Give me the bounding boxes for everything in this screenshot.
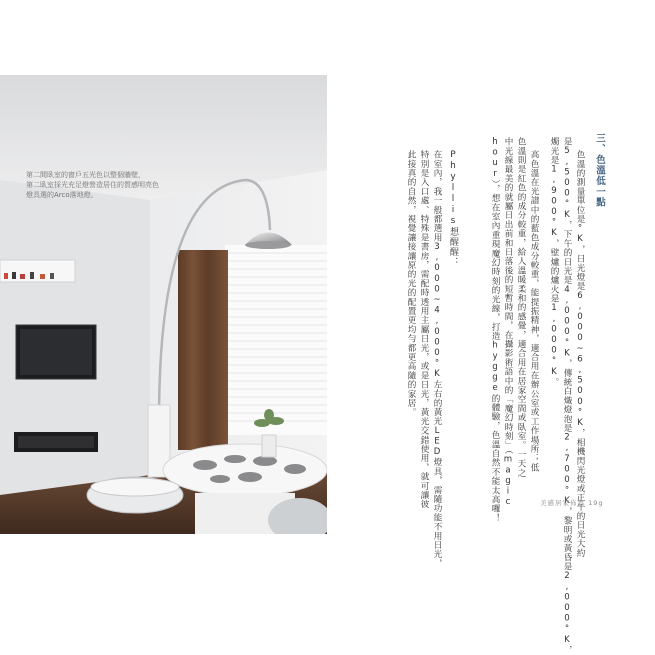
tips-line-1: 在室內，我一般都選用3,000~4,000°K左右的黃光LED燈具，需隨功能不用日光， <box>432 150 442 568</box>
section-heading: 三、色溫低一點 <box>594 133 605 208</box>
tips-line-3: 此接真的自然，視覺讓接讓原的光的配置更均勻都更高隨的家居。 <box>406 150 416 417</box>
tv-screen <box>20 329 92 375</box>
living-room-illustration <box>0 75 327 534</box>
body-line-2: 色溫則是紅色的成分較重，給人溫暖柔和的感覺，適合用在居家空間或臥室。一天之 <box>516 137 526 478</box>
intro-line-2: 是5,500°K，下午的日光是4,000°K，傳統白熾燈泡是2,700°K，黎明或黃昏是2,000°K， <box>562 137 572 655</box>
crystal-bowl-rim <box>91 478 179 496</box>
lamp-shade-rim <box>245 241 291 249</box>
intro-line-3: 燭光是1,900°K，壁爐的爐火是1,000°K。 <box>549 137 559 387</box>
wall-niche <box>0 260 75 282</box>
tips-heading: Phyllis想醒醒： <box>448 150 458 267</box>
body-line-3: 中光線最美的就屬日出前和日落後的短暫時間，在攝影術語中的「魔幻時刻」（magic <box>503 137 513 508</box>
body-line-4: hour），想在室內重現魔幻時刻的光線，打造hygge的體驗，色溫自然不能太高囉！ <box>490 137 500 523</box>
window <box>225 245 327 435</box>
interior-photo <box>0 75 327 534</box>
curtain <box>178 250 228 450</box>
body-line-1: 高色溫在光譜中的藍色成分較重，能提振精神，適合用在辦公室或工作場所；低 <box>529 150 539 472</box>
page-footer: 美感居家佈置 19g <box>540 499 604 507</box>
tv-cabinet-front <box>18 436 94 448</box>
vase <box>262 435 276 457</box>
intro-line-1: 色溫的測量單位是°K，日光燈是6,000~6,500°K，相機閃光燈或正午的日光大約 <box>575 150 585 558</box>
tips-line-2: 特別是入口處、特殊是書房，需配時透用主屬日光，或是日光，黃光交錯使用，就可讓彼 <box>419 150 429 509</box>
photo-caption: 第二間臥室的窗戶五光色以整個牆壁， 第二臥室採光充足燈營造居住的質感明亮色 燈具選的Arco落地燈。 <box>26 171 159 199</box>
